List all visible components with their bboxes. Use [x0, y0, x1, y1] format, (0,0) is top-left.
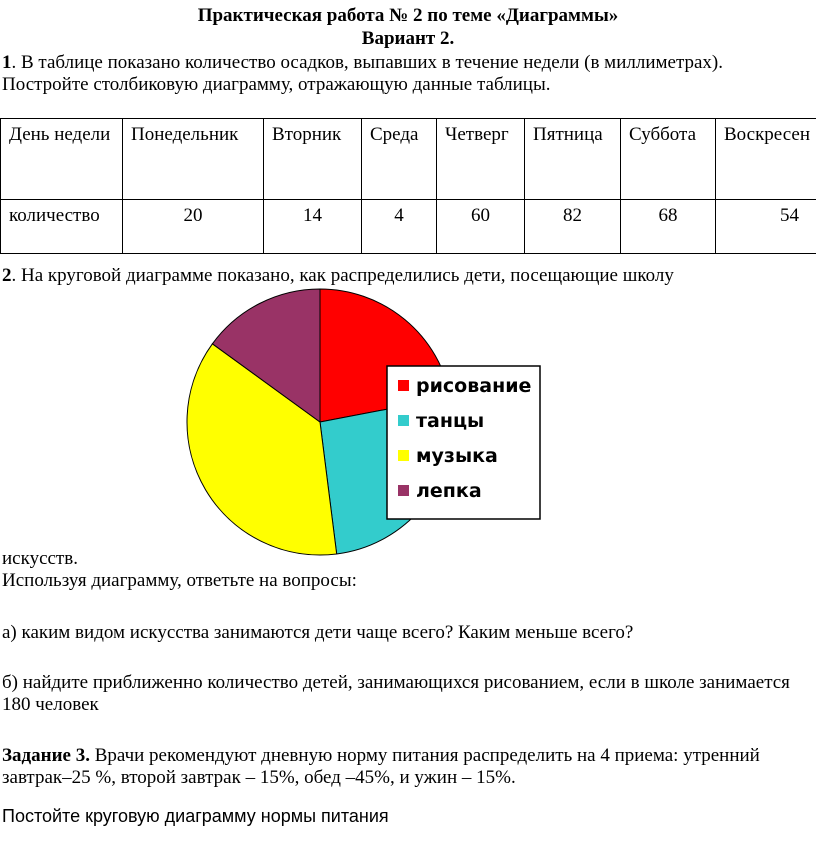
legend-label: танцы — [416, 410, 485, 432]
precipitation-table — [0, 118, 816, 254]
task3-label: Задание 3. — [2, 745, 90, 766]
legend-label: рисование — [416, 375, 532, 397]
variant-title: Вариант 2. — [361, 28, 455, 49]
task1-body: . В таблице показано количество осадков, выпавших в течение недели (в миллиметрах). Постройте столбиковую диаграмму, отражающую данные таблицы. — [2, 52, 723, 95]
table-day: Пятница — [525, 119, 621, 200]
page-title: Практическая работа № 2 по теме «Диаграммы» — [197, 5, 619, 26]
table-cell: 4 — [362, 200, 437, 254]
task2-text — [2, 265, 814, 287]
table-day: Суббота — [621, 119, 716, 200]
task2-prompt: Используя диаграмму, ответьте на вопросы: — [2, 570, 357, 591]
task1-number: 1 — [2, 52, 12, 73]
task3-instruction: Постойте круговую диаграмму нормы питания — [2, 806, 389, 826]
chart-legend — [387, 366, 540, 519]
table-cell: 82 — [525, 200, 621, 254]
task3-body: Врачи рекомендуют дневную норму питания распределить на 4 приема: утренний завтрак–25 %, второй завтрак – 15%, обед –45%, и ужин – 15%. — [2, 745, 760, 788]
pie-chart — [180, 286, 550, 566]
legend-swatch — [398, 485, 409, 496]
table-day: Вторник — [264, 119, 362, 200]
table-header-row — [1, 119, 816, 200]
question-b: б) найдите приближенно количество детей, занимающихся рисованием, если в школе занимается 180 человек — [2, 672, 790, 715]
table-cell: 14 — [264, 200, 362, 254]
table-cell: 68 — [621, 200, 716, 254]
task2-text-cont: искусств. — [2, 548, 78, 569]
table-cell: 20 — [123, 200, 264, 254]
table-day: Воскресен — [716, 119, 816, 200]
table-day: Четверг — [437, 119, 525, 200]
table-row-label: количество — [1, 200, 123, 254]
question-a: а) каким видом искусства занимаются дети чаще всего? Каким меньше всего? — [2, 622, 634, 643]
table-row — [1, 200, 816, 254]
legend-label: музыка — [416, 445, 498, 467]
table-day: Понедельник — [123, 119, 264, 200]
table-day: Среда — [362, 119, 437, 200]
task3-text — [2, 745, 802, 789]
task2-body: . На круговой диаграмме показано, как распределились дети, посещающие школу — [11, 265, 674, 286]
task2-number: 2 — [2, 265, 12, 286]
table-cell: 60 — [437, 200, 525, 254]
table-header-label: День недели — [1, 119, 123, 200]
legend-label: лепка — [416, 480, 482, 502]
table-cell: 54 — [716, 200, 816, 254]
legend-swatch — [398, 415, 409, 426]
legend-swatch — [398, 380, 409, 391]
legend-swatch — [398, 450, 409, 461]
